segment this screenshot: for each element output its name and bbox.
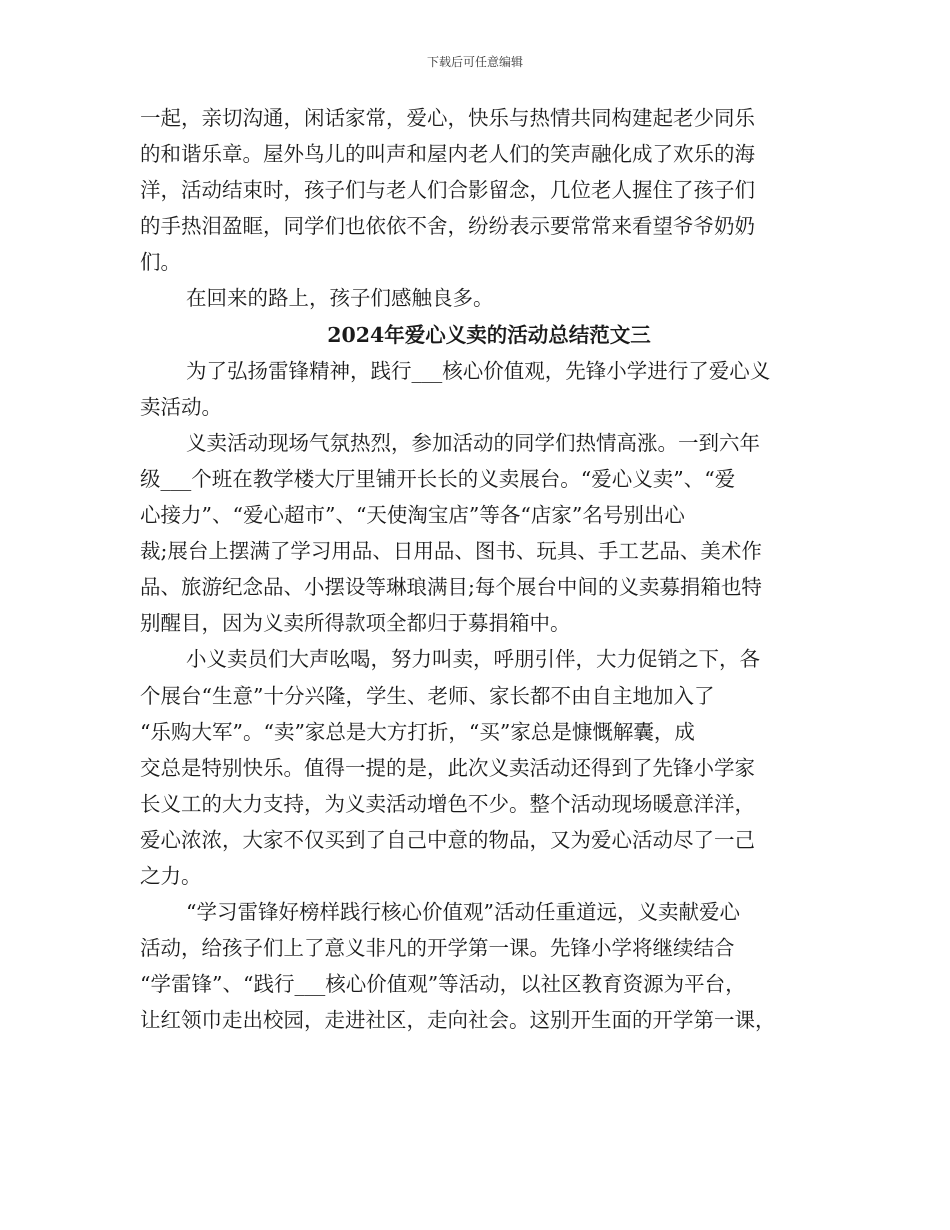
- section-title: 2024年爱心义卖的活动总结范文三: [327, 322, 651, 347]
- body-line: 卖活动。: [140, 394, 222, 419]
- body-line: 级___个班在教学楼大厅里铺开长长的义卖展台。“爱心义卖”、“爱: [140, 466, 736, 491]
- body-line: 个展台“生意”十分兴隆，学生、老师、家长都不由自主地加入了: [140, 683, 715, 708]
- body-line: 为了弘扬雷锋精神，践行___核心价值观，先锋小学进行了爱心义: [186, 358, 771, 383]
- body-line: 小义卖员们大声吆喝，努力叫卖，呼朋引伴，大力促销之下，各: [186, 647, 760, 672]
- body-line: 爱心浓浓，大家不仅买到了自己中意的物品，又为爱心活动尽了一己: [140, 827, 755, 852]
- body-line: 们。: [140, 250, 181, 275]
- body-line: 洋，活动结束时，孩子们与老人们合影留念，几位老人握住了孩子们: [140, 178, 755, 203]
- body-line: 的手热泪盈眶，同学们也依依不舍，纷纷表示要常常来看望爷爷奶奶: [140, 214, 755, 239]
- body-line: 活动，给孩子们上了意义非凡的开学第一课。先锋小学将继续结合: [140, 936, 735, 961]
- body-line: 别醒目，因为义卖所得款项全都归于募捐箱中。: [140, 611, 571, 636]
- body-line: 长义工的大力支持，为义卖活动增色不少。整个活动现场暖意洋洋，: [140, 791, 755, 816]
- body-line: 之力。: [140, 863, 202, 888]
- body-line: 义卖活动现场气氛热烈，参加活动的同学们热情高涨。一到六年: [186, 430, 760, 455]
- body-line: “乐购大军”。“卖”家总是大方打折，“买”家总是慷慨解囊，成: [140, 719, 695, 744]
- body-line: 品、旅游纪念品、小摆设等琳琅满目;每个展台中间的义卖募捐箱也特: [140, 575, 762, 600]
- document-body: [140, 100, 820, 1038]
- body-line: 心接力”、“爱心超市”、“天使淘宝店”等各“店家”名号别出心: [140, 503, 685, 528]
- body-line: 在回来的路上，孩子们感触良多。: [186, 286, 494, 311]
- body-line: 裁;展台上摆满了学习用品、日用品、图书、玩具、手工艺品、美术作: [140, 539, 762, 564]
- body-line: 交总是特别快乐。值得一提的是，此次义卖活动还得到了先锋小学家: [140, 755, 755, 780]
- body-line: 让红领巾走出校园，走进社区，走向社会。这别开生面的开学第一课，: [140, 1008, 776, 1033]
- body-line: 一起，亲切沟通，闲话家常，爱心，快乐与热情共同构建起老少同乐: [140, 106, 755, 130]
- body-line: “学雷锋”、“践行___核心价值观”等活动，以社区教育资源为平台，: [140, 972, 746, 997]
- body-line: 的和谐乐章。屋外鸟儿的叫声和屋内老人们的笑声融化成了欢乐的海: [140, 142, 755, 167]
- body-line: “学习雷锋好榜样践行核心价值观”活动任重道远，义卖献爱心: [186, 900, 740, 925]
- page-header: 下载后可任意编辑: [426, 55, 523, 69]
